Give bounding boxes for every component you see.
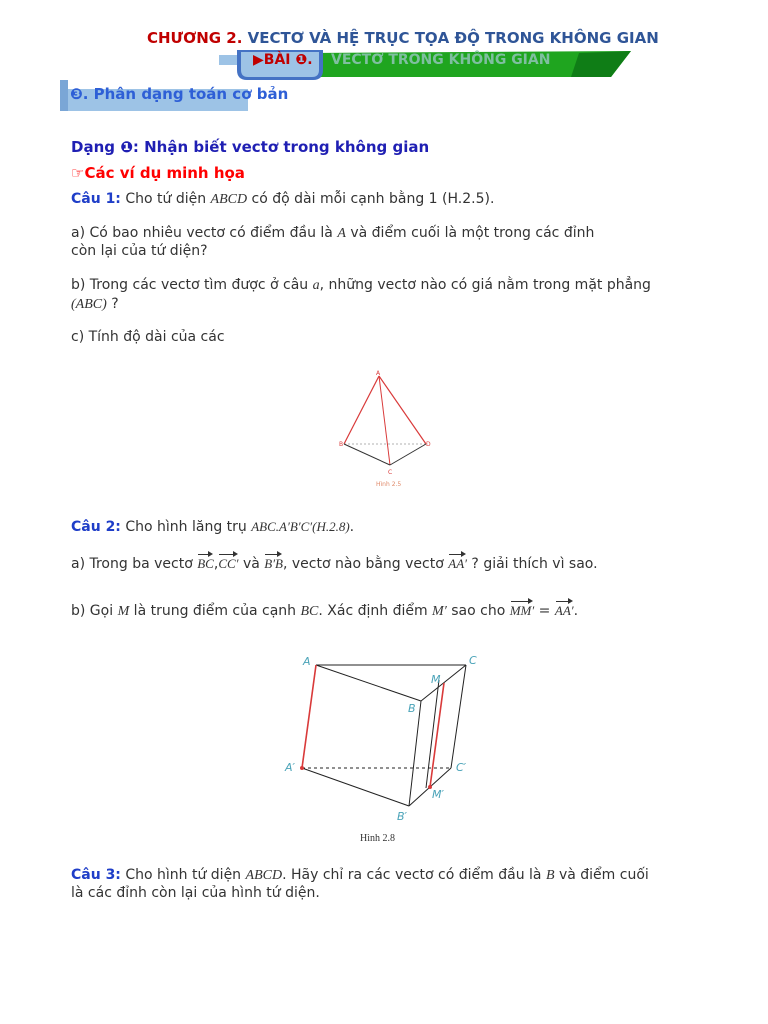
q1a-text-after: và điểm cuối là một trong các đỉnh — [345, 225, 595, 241]
svg-text:B: B — [339, 441, 344, 448]
q3-text: Cho hình tứ diện — [120, 867, 246, 883]
vector-cc1: CC′ — [218, 556, 239, 571]
svg-text:A: A — [376, 370, 381, 377]
figure-2-8-caption: Hình 2.8 — [360, 833, 395, 844]
figure-2-8 — [280, 650, 490, 850]
chapter-label: CHƯƠNG 2. — [147, 29, 243, 47]
label-c1: C′ — [456, 761, 467, 774]
q2b-m: M — [117, 604, 130, 619]
q1-part-b-line2 — [71, 295, 119, 314]
vector-aa1: AA′ — [448, 556, 467, 571]
q2b-mid1: là trung điểm của cạnh — [129, 603, 301, 619]
vector-mm1: MM′ — [509, 603, 535, 618]
q2b-mprime: M′ — [432, 604, 447, 619]
label-a1: A′ — [285, 761, 296, 774]
q2b-text: b) Gọi — [71, 603, 118, 619]
q1b-math: a — [312, 278, 320, 293]
section-header — [60, 80, 289, 112]
chapter-title — [147, 29, 659, 47]
q1-label: Câu 1: — [71, 191, 121, 207]
label-m: M — [431, 673, 441, 686]
q3-line2: là các đỉnh còn lại của hình tứ diện. — [71, 885, 320, 901]
figure-2-5 — [330, 368, 440, 493]
section-label: ❸. Phân dạng toán cơ bản — [70, 85, 289, 103]
q1a-math: A — [337, 226, 346, 241]
q3-mid: . Hãy chỉ ra các vectơ có điểm đầu là — [282, 867, 546, 883]
label-a: A — [303, 655, 311, 668]
q3-after: và điểm cuối — [554, 867, 649, 883]
q2-math: ABC.A′B′C′(H.2.8) — [251, 519, 350, 534]
q1b-plane: (ABC) — [71, 297, 107, 312]
q2b-bc: BC — [300, 604, 319, 619]
lesson-title: VECTƠ TRONG KHÔNG GIAN — [331, 52, 551, 68]
q1-part-b-line1 — [71, 276, 651, 295]
chapter-title-text: VECTƠ VÀ HỆ TRỤC TỌA ĐỘ TRONG KHÔNG GIAN — [242, 29, 659, 47]
q2-text: Cho hình lăng trụ — [120, 519, 252, 535]
q2-part-a — [71, 555, 598, 573]
q1-text-after: có độ dài mỗi cạnh bằng 1 (H.2.5). — [247, 191, 495, 207]
examples-heading: ☞Các ví dụ minh họa — [71, 164, 245, 182]
label-b: B — [408, 702, 416, 715]
figure-2-5-caption: Hình 2.5 — [376, 481, 402, 488]
q1-part-c: c) Tính độ dài của các — [71, 329, 225, 345]
q1-statement — [71, 190, 494, 209]
q1b-end: ? — [106, 296, 119, 312]
q1-text: Cho tứ diện — [120, 191, 211, 207]
q3-math2: B — [545, 868, 555, 883]
q2b-mid3: sao cho — [446, 603, 510, 619]
svg-text:C: C — [388, 469, 393, 476]
q1a-text: a) Có bao nhiêu vectơ có điểm đầu là — [71, 225, 338, 241]
vector-b1b: B′B — [264, 556, 283, 571]
vector-bc: BC — [197, 556, 214, 571]
label-b1: B′ — [397, 810, 408, 823]
q2-statement — [71, 518, 354, 536]
label-c: C — [469, 654, 477, 667]
vector-aa1-b: AA′ — [554, 603, 574, 618]
q1-part-a-line2: còn lại của tứ diện? — [71, 243, 208, 259]
dang-label: Dạng ❶: Nhận biết vectơ trong không gian — [71, 138, 430, 156]
q2a-end: ? giải thích vì sao. — [466, 556, 598, 572]
q2a-comma: , — [213, 556, 219, 572]
q1b-text: b) Trong các vectơ tìm được ở câu — [71, 277, 313, 293]
label-m1: M′ — [432, 788, 444, 801]
lesson-banner — [219, 50, 631, 80]
q2-end: . — [349, 519, 355, 535]
q3-line1 — [71, 866, 649, 885]
q3-math1: ABCD — [245, 868, 283, 883]
q2a-text: a) Trong ba vectơ — [71, 556, 198, 572]
q1-part-a-line1 — [71, 224, 594, 243]
lesson-label: ▶BÀI ❶. — [253, 52, 313, 68]
svg-text:D: D — [426, 441, 431, 448]
q1-math: ABCD — [210, 192, 248, 207]
q2-part-b — [71, 602, 578, 621]
q2b-end: . — [573, 603, 579, 619]
q2-label: Câu 2: — [71, 519, 121, 535]
q2b-equals: = — [534, 603, 555, 619]
q2a-and: và — [238, 556, 265, 572]
q1b-text-after: , những vectơ nào có giá nằm trong mặt phẳng — [319, 277, 651, 293]
dang-heading — [71, 138, 429, 156]
q2b-mid2: . Xác định điểm — [318, 603, 433, 619]
q2a-mid: , vectơ nào bằng vectơ — [283, 556, 449, 572]
q3-label: Câu 3: — [71, 867, 121, 883]
